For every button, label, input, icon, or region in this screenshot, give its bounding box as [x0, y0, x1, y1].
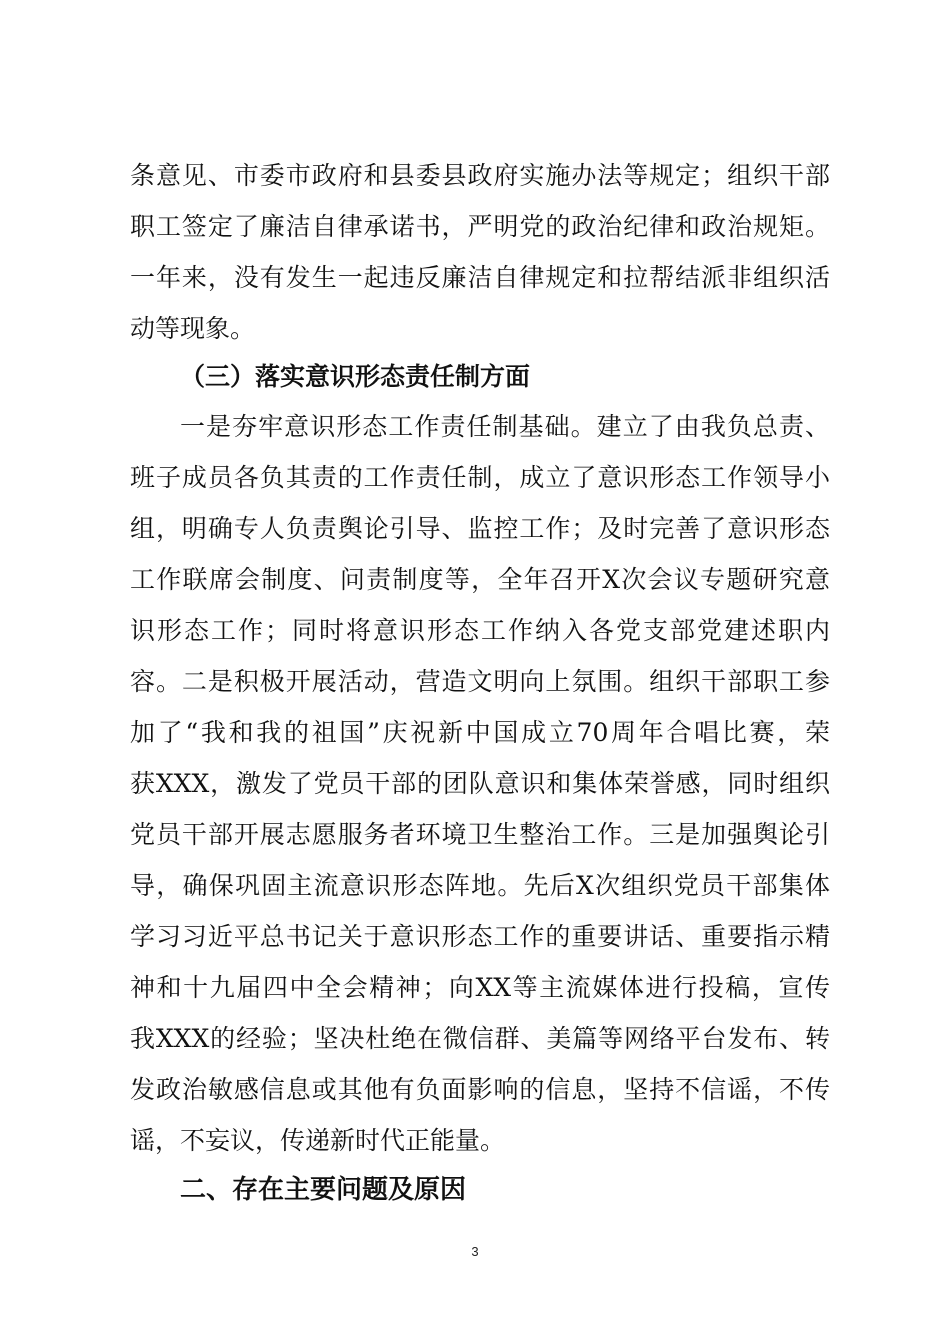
body-text-line: 导，确保巩固主流意识形态阵地。先后X次组织党员干部集体: [130, 871, 830, 900]
section-heading: （三）落实意识形态责任制方面: [180, 362, 531, 391]
body-text-line: 工作联席会制度、问责制度等，全年召开X次会议专题研究意: [130, 565, 830, 594]
body-text-line: 职工签定了廉洁自律承诺书，严明党的政治纪律和政治规矩。: [130, 212, 830, 241]
body-text-line: 组，明确专人负责舆论引导、监控工作；及时完善了意识形态: [130, 514, 830, 543]
body-text-line: 发政治敏感信息或其他有负面影响的信息，坚持不信谣，不传: [130, 1075, 830, 1104]
body-text-line: 获XXX，激发了党员干部的团队意识和集体荣誉感，同时组织: [130, 769, 830, 798]
body-text-line: 我XXX的经验；坚决杜绝在微信群、美篇等网络平台发布、转: [130, 1024, 830, 1053]
body-text-line: 容。二是积极开展活动，营造文明向上氛围。组织干部职工参: [130, 667, 830, 696]
body-text-line: 学习习近平总书记关于意识形态工作的重要讲话、重要指示精: [130, 922, 830, 951]
body-text-line: 谣，不妄议，传递新时代正能量。: [130, 1126, 506, 1155]
body-text-line: 加了“我和我的祖国”庆祝新中国成立70周年合唱比赛，荣: [130, 718, 830, 747]
page-number: 3: [471, 1244, 479, 1259]
body-text-line: 动等现象。: [130, 314, 256, 343]
body-text-line: 条意见、市委市政府和县委县政府实施办法等规定；组织干部: [130, 161, 830, 190]
body-text-line: 党员干部开展志愿服务者环境卫生整治工作。三是加强舆论引: [130, 820, 830, 849]
chapter-heading: 二、存在主要问题及原因: [180, 1175, 467, 1205]
body-text-line: 班子成员各负其责的工作责任制，成立了意识形态工作领导小: [130, 463, 830, 492]
body-text-line: 识形态工作；同时将意识形态工作纳入各党支部党建述职内: [130, 616, 830, 645]
body-text-line: 神和十九届四中全会精神；向XX等主流媒体进行投稿，宣传: [130, 973, 830, 1002]
body-text-line: 一年来，没有发生一起违反廉洁自律规定和拉帮结派非组织活: [130, 263, 830, 292]
body-text-line: 一是夯牢意识形态工作责任制基础。建立了由我负总责、: [180, 412, 830, 441]
